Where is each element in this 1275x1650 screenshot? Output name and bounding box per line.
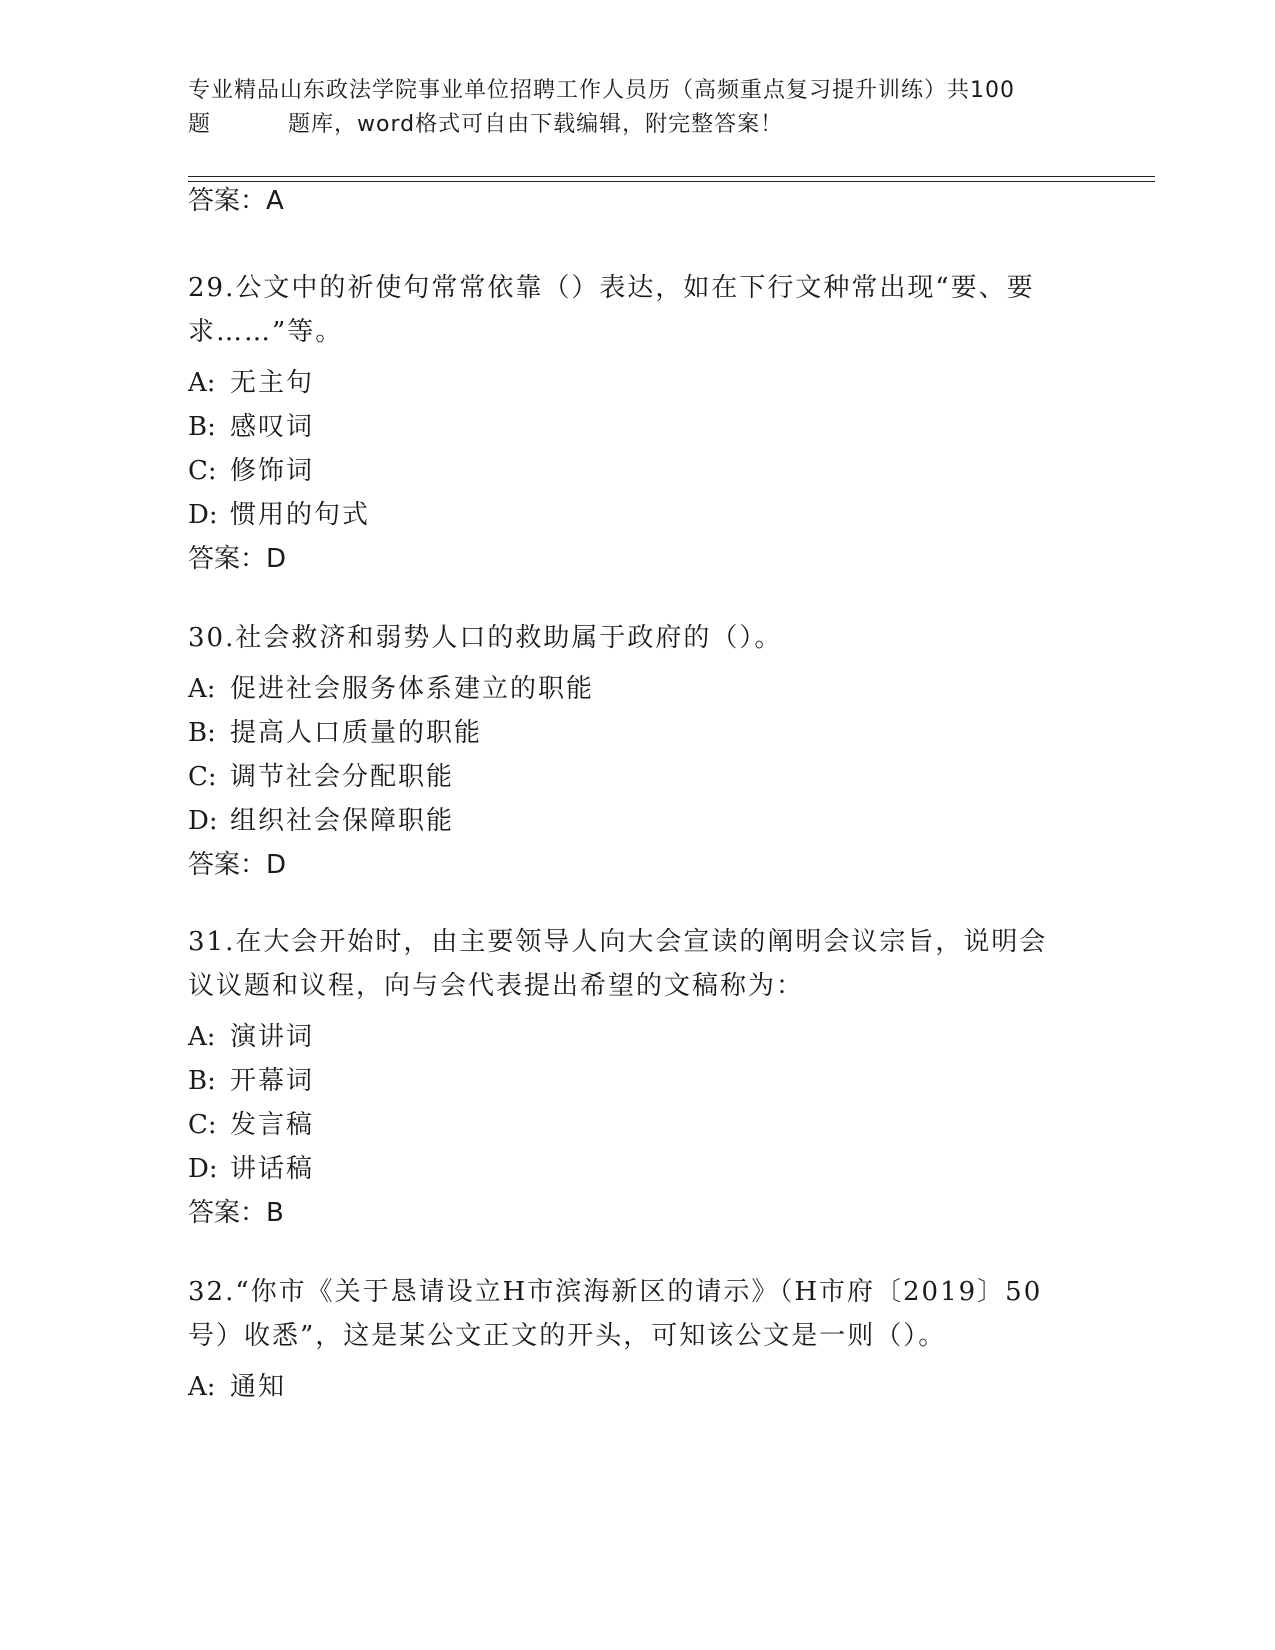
option-d — [188, 806, 1068, 836]
question-29-text — [188, 266, 1068, 354]
option-text: 开幕词 — [230, 1066, 315, 1096]
option-text: 演讲词 — [230, 1022, 315, 1052]
question-text-line: 议议题和议程，向与会代表提出希望的文稿称为： — [188, 971, 805, 1001]
option-key: B: — [188, 718, 216, 748]
question-text-line: 29.公文中的祈使句常常依靠（）表达，如在下行文种常出现“要、要 — [188, 273, 1035, 303]
option-text: 调节社会分配职能 — [230, 762, 455, 792]
option-a — [188, 1372, 1068, 1402]
question-31-text — [188, 920, 1068, 1008]
option-a — [188, 1022, 1068, 1052]
option-text: 提高人口质量的职能 — [230, 718, 483, 748]
option-text: 通知 — [230, 1372, 287, 1402]
question-31 — [188, 920, 1068, 1228]
header-divider-top — [188, 176, 1155, 177]
option-d — [188, 1154, 1068, 1184]
option-key: C: — [188, 762, 217, 792]
option-text: 修饰词 — [230, 456, 315, 486]
option-key: A: — [188, 368, 216, 398]
option-c — [188, 1110, 1068, 1140]
answer-line: 答案：D — [188, 544, 287, 574]
option-key: B: — [188, 1066, 216, 1096]
option-b — [188, 1066, 1068, 1096]
option-text: 组织社会保障职能 — [230, 806, 455, 836]
question-text-line: 32.“你市《关于恳请设立H市滨海新区的请示》（H市府〔2019〕50 — [188, 1277, 1043, 1307]
question-text-line: 号）收悉”，这是某公文正文的开头，可知该公文是一则（）。 — [188, 1321, 947, 1351]
option-text: 促进社会服务体系建立的职能 — [230, 674, 595, 704]
option-d — [188, 500, 1068, 530]
option-c — [188, 762, 1068, 792]
header-line-1: 专业精品山东政法学院事业单位招聘工作人员历（高频重点复习提升训练）共100 — [188, 78, 1015, 103]
option-a — [188, 674, 1068, 704]
question-29 — [188, 266, 1068, 574]
option-key: C: — [188, 456, 217, 486]
header-divider-bottom — [188, 181, 1155, 182]
option-text: 惯用的句式 — [230, 500, 371, 530]
option-text: 感叹词 — [230, 412, 315, 442]
option-b — [188, 412, 1068, 442]
option-key: C: — [188, 1110, 217, 1140]
option-text: 讲话稿 — [230, 1154, 315, 1184]
header-line-2 — [188, 108, 1118, 142]
question-text-line: 求……”等。 — [188, 317, 344, 347]
option-key: D: — [188, 500, 218, 530]
document-header — [188, 74, 1118, 142]
option-text: 无主句 — [230, 368, 315, 398]
option-c — [188, 456, 1068, 486]
header-line-2-text: 题库，word格式可自由下载编辑，附完整答案！ — [288, 112, 784, 137]
question-32 — [188, 1270, 1068, 1402]
option-b — [188, 718, 1068, 748]
header-line-2-lead: 题 — [188, 112, 212, 137]
option-key: D: — [188, 1154, 218, 1184]
option-key: D: — [188, 806, 218, 836]
option-key: B: — [188, 412, 216, 442]
option-text: 发言稿 — [230, 1110, 315, 1140]
question-32-text — [188, 1270, 1068, 1358]
question-text-line: 30.社会救济和弱势人口的救助属于政府的（）。 — [188, 623, 783, 653]
answer-line: 答案：D — [188, 850, 287, 880]
question-30-text — [188, 616, 1068, 660]
option-key: A: — [188, 674, 216, 704]
answer-line: 答案：B — [188, 1198, 284, 1228]
answer-line: 答案：A — [188, 186, 284, 216]
question-30 — [188, 616, 1068, 880]
option-a — [188, 368, 1068, 398]
option-key: A: — [188, 1372, 216, 1402]
option-key: A: — [188, 1022, 216, 1052]
question-text-line: 31.在大会开始时，由主要领导人向大会宣读的阐明会议宗旨，说明会 — [188, 927, 1048, 957]
